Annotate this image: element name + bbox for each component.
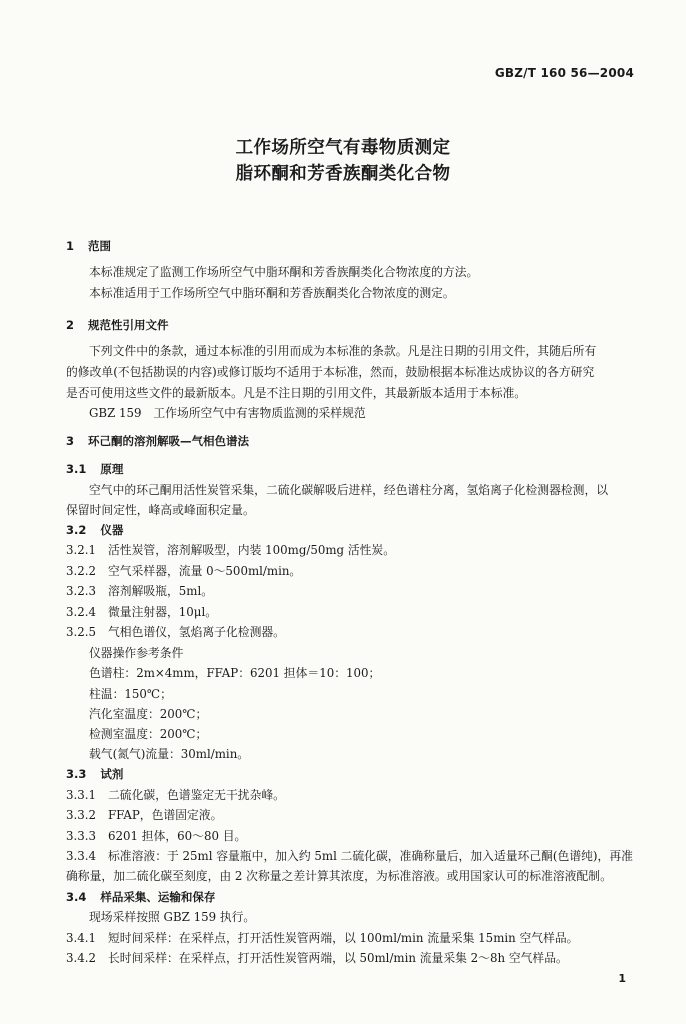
condition-vaporizer-temp: 汽化室温度：200℃；	[89, 707, 208, 721]
clause-3-4-1	[66, 929, 578, 947]
clause-text: 二硫化碳，色谱鉴定无干扰杂峰。	[108, 788, 285, 802]
clause-text: 空气采样器，流量 0～500ml/min。	[108, 564, 302, 578]
clause-number: 3.3.2	[66, 808, 97, 822]
subsection-number: 3.4	[66, 890, 87, 904]
subsection-3-1-heading	[66, 460, 123, 478]
subsection-title: 样品采集、运输和保存	[100, 890, 216, 904]
subsection-title: 试剂	[100, 767, 124, 781]
section-1-heading	[66, 237, 111, 255]
clause-number: 3.4.2	[66, 951, 97, 965]
standard-code: GBZ/T 160 56—2004	[494, 66, 634, 80]
paragraph: 下列文件中的条款，通过本标准的引用而成为本标准的条款。凡是注日期的引用文件，其随后所有	[89, 344, 597, 358]
paragraph: 本标准规定了监测工作场所空气中脂环酮和芳香族酮类化合物浓度的方法。	[89, 265, 479, 279]
clause-text: 长时间采样：在采样点，打开活性炭管两端，以 50ml/min 流量采集 2～8h 空气样品。	[108, 951, 568, 965]
paragraph: 现场采样按照 GBZ 159 执行。	[89, 910, 256, 924]
clause-number: 3.2.1	[66, 543, 97, 557]
clause-3-2-2	[66, 562, 301, 580]
paragraph: 是否可使用这些文件的最新版本。凡是不注日期的引用文件，其最新版本适用于本标准。	[66, 386, 527, 400]
clause-number: 3.3.4	[66, 849, 97, 863]
section-number: 3	[66, 434, 75, 448]
normative-reference: GBZ 159 工作场所空气中有害物质监测的采样规范	[89, 406, 366, 420]
clause-3-4-2	[66, 949, 568, 967]
subsection-3-3-heading	[66, 765, 123, 783]
clause-text: 气相色谱仪，氢焰离子化检测器。	[108, 625, 285, 639]
clause-3-3-1	[66, 786, 285, 804]
subsection-3-2-heading	[66, 521, 123, 539]
clause-3-3-3	[66, 827, 246, 845]
section-title: 范围	[88, 239, 112, 253]
clause-text: 活性炭管，溶剂解吸型，内装 100mg/50mg 活性炭。	[108, 543, 396, 557]
clause-number: 3.2.2	[66, 564, 97, 578]
clause-3-3-4-continued: 确称量，加二硫化碳至刻度，由 2 次称量之差计算其浓度，为标准溶液。或用国家认可的标准溶液配制。	[66, 869, 612, 883]
clause-number: 3.3.3	[66, 829, 97, 843]
clause-text: 6201 担体，60～80 目。	[108, 829, 247, 843]
clause-number: 3.2.5	[66, 625, 97, 639]
clause-3-2-1	[66, 541, 395, 559]
clause-number: 3.2.3	[66, 584, 97, 598]
subsection-title: 仪器	[100, 523, 124, 537]
subsection-number: 3.2	[66, 523, 87, 537]
subsection-3-4-heading	[66, 888, 215, 906]
clause-text: 标准溶液：于 25ml 容量瓶中，加入约 5ml 二硫化碳，准确称量后，加入适量环己酮(色谱纯)，再准	[108, 849, 633, 863]
clause-text: FFAP，色谱固定液。	[108, 808, 223, 822]
clause-number: 3.4.1	[66, 931, 97, 945]
title-line-2: 脂环酮和芳香族酮类化合物	[235, 164, 451, 184]
section-2-heading	[66, 316, 169, 334]
subsection-number: 3.1	[66, 462, 87, 476]
clause-3-3-2	[66, 806, 222, 824]
clause-number: 3.3.1	[66, 788, 97, 802]
clause-3-2-4	[66, 603, 217, 621]
subsection-number: 3.3	[66, 767, 87, 781]
paragraph: 保留时间定性，峰高或峰面积定量。	[66, 503, 255, 517]
title-line-1: 工作场所空气有毒物质测定	[235, 138, 451, 158]
condition-detector-temp: 检测室温度：200℃；	[89, 727, 208, 741]
clause-3-3-4	[66, 847, 633, 865]
section-title: 环己酮的溶剂解吸—气相色谱法	[88, 434, 250, 448]
paragraph: 的修改单(不包括勘误的内容)或修订版均不适用于本标准，然而，鼓励根据本标准达成协议的各方研究	[66, 365, 595, 379]
subsection-title: 原理	[100, 462, 124, 476]
paragraph: 本标准适用于工作场所空气中脂环酮和芳香族酮类化合物浓度的测定。	[89, 286, 455, 300]
section-number: 1	[66, 239, 75, 253]
section-3-heading	[66, 432, 249, 450]
condition-column: 色谱柱：2m×4mm，FFAP：6201 担体＝10：100；	[89, 666, 381, 680]
condition-carrier-gas: 载气(氮气)流量：30ml/min。	[89, 747, 250, 761]
paragraph: 空气中的环己酮用活性炭管采集，二硫化碳解吸后进样，经色谱柱分离，氢焰离子化检测器检测，以	[89, 483, 609, 497]
clause-3-2-5	[66, 623, 285, 641]
clause-number: 3.2.4	[66, 605, 97, 619]
clause-text: 短时间采样：在采样点，打开活性炭管两端，以 100ml/min 流量采集 15min 空气样品。	[108, 931, 579, 945]
page-number: 1	[618, 972, 626, 985]
section-number: 2	[66, 318, 75, 332]
clause-3-2-3	[66, 582, 213, 600]
section-title: 规范性引用文件	[88, 318, 169, 332]
condition-column-temp: 柱温：150℃；	[89, 687, 172, 701]
clause-text: 溶剂解吸瓶，5ml。	[108, 584, 214, 598]
operating-conditions-title: 仪器操作参考条件	[89, 646, 184, 660]
clause-text: 微量注射器，10μl。	[108, 605, 218, 619]
